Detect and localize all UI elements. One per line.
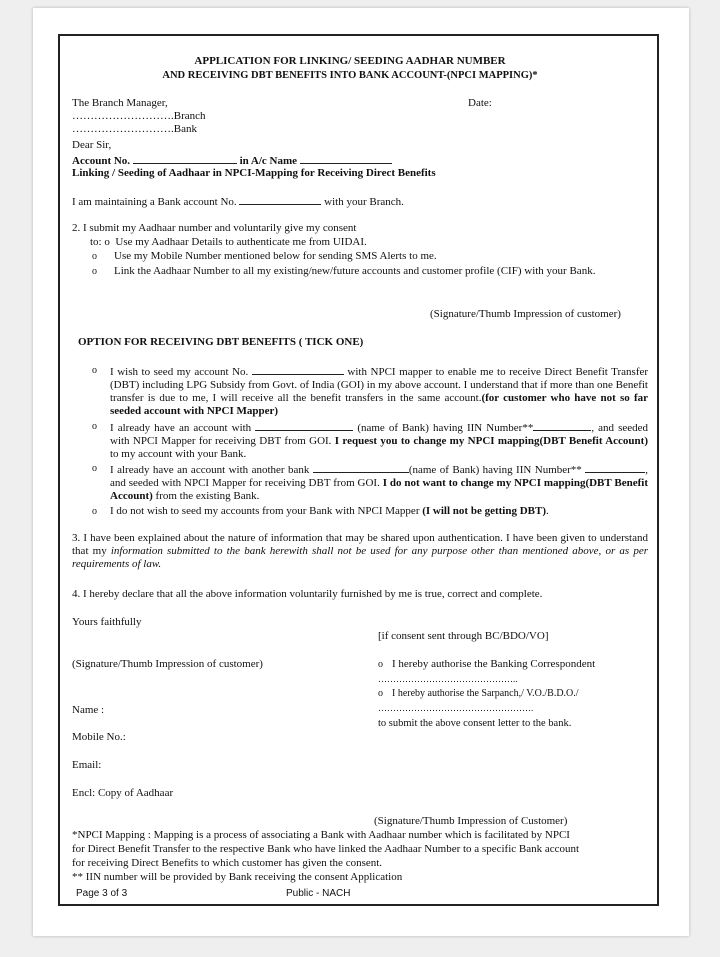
mobile-label: Mobile No.: (72, 731, 126, 743)
title-line-1: APPLICATION FOR LINKING/ SEEDING AADHAR NUMBER (194, 55, 506, 67)
option-title: OPTION FOR RECEIVING DBT BENEFITS ( TICK ONE) (78, 336, 364, 348)
option-3-checkbox[interactable]: o (92, 463, 97, 474)
consent-item-1: to: o Use my Aadhaar Details to authenticate me from UIDAI. (90, 236, 367, 248)
enclosure: Encl: Copy of Aadhaar (72, 787, 174, 799)
name-label: Name : (72, 704, 105, 716)
maintained-account-field[interactable] (239, 194, 321, 205)
bank-name-field[interactable] (255, 420, 353, 431)
account-line: Account No. in A/c Name (72, 153, 392, 168)
option-2-checkbox[interactable]: o (92, 421, 97, 432)
para-2-intro: 2. I submit my Aadhaar number and voluntarily give my consent (72, 222, 357, 234)
bullet-icon: o (92, 266, 97, 277)
para-3: 3. I have been explained about the nature of information that may be shared upon authentication. I have been given to understand that my information submitted to the bank herewith shall not be used for any purpose other than mentioned above, or as per requirements of law. (72, 532, 648, 570)
bullet-icon: o (92, 251, 97, 262)
date-label: Date: (468, 97, 492, 109)
iin-field[interactable] (533, 420, 591, 431)
submit-text: to submit the above consent letter to the bank. (378, 718, 572, 729)
signature-label: (Signature/Thumb Impression of customer) (430, 308, 621, 320)
bc-name-field[interactable]: ……………………………………….. (378, 674, 518, 684)
authorise-sarpanch: I hereby authorise the Sarpanch,/ V.O./B.D.O./ (392, 688, 579, 699)
footnote-2: for Direct Benefit Transfer to the respective Bank who have linked the Aadhaar Number to a specific Bank account (72, 843, 580, 855)
option-1-checkbox[interactable]: o (92, 365, 97, 376)
customer-signature: (Signature/Thumb Impression of customer) (72, 658, 263, 670)
seed-account-field[interactable] (252, 364, 344, 375)
other-bank-field[interactable] (313, 462, 409, 473)
option-2-text: I already have an account with (name of Bank) having IIN Number** , and seeded with NPCI Mapper for receiving DBT from GOI. I request you to change my NPCI mapping(DBT Benefit Account) to my account with your Bank. (110, 422, 649, 460)
option-4-text: I do not wish to seed my accounts from your Bank with NPCI Mapper (I will not be getting DBT). (110, 505, 549, 517)
page-number: Page 3 of 3 (76, 888, 128, 899)
consent-item-3: Link the Aadhaar Number to all my existing/new/future accounts and customer profile (CIF) with your Bank. (114, 265, 596, 277)
footnote-1: *NPCI Mapping : Mapping is a process of associating a Bank with Aadhaar number which is facilitated by NPCI (72, 829, 570, 841)
customer-signature-2: (Signature/Thumb Impression of Customer) (374, 815, 568, 827)
bullet-icon: o (378, 659, 383, 670)
footnote-4: ** IIN number will be provided by Bank receiving the consent Application (72, 871, 403, 883)
option-1-text: I wish to seed my account No. with NPCI mapper to enable me to receive Direct Benefit Transfer (DBT) including LPG Subsidy from Govt. of India (GOI) in my above account. I understand that if more than one Benefit transfer is due to me, I will receive all the benefit transfers in the same account.(for customer who have not so far seeded account with NPCI Mapper) (110, 366, 649, 417)
account-name-field[interactable] (300, 153, 392, 164)
yours-faithfully: Yours faithfully (72, 616, 142, 628)
consent-note: [if consent sent through BC/BDO/VO] (378, 630, 549, 642)
bullet-icon: o (378, 688, 383, 699)
email-label: Email: (72, 759, 102, 771)
bank-line: ……………………….Bank (72, 123, 197, 135)
title-line-2: AND RECEIVING DBT BENEFITS INTO BANK ACCOUNT-(NPCI MAPPING)* (162, 70, 538, 81)
account-no-field[interactable] (133, 153, 237, 164)
para-4: 4. I hereby declare that all the above information voluntarily furnished by me is true, correct and complete. (72, 588, 543, 600)
classification: Public - NACH (286, 888, 351, 899)
iin-field-2[interactable] (585, 462, 645, 473)
branch-manager: The Branch Manager, (72, 97, 168, 109)
salutation: Dear Sir, (72, 139, 112, 151)
branch-line: ……………………….Branch (72, 110, 206, 122)
sarpanch-name-field[interactable]: ……………………………………………. (378, 703, 534, 713)
para-1: I am maintaining a Bank account No. with your Branch. (72, 196, 404, 208)
subject-line: Linking / Seeding of Aadhaar in NPCI-Mapping for Receiving Direct Benefits (72, 167, 436, 179)
consent-item-2: Use my Mobile Number mentioned below for sending SMS Alerts to me. (114, 250, 437, 262)
option-4-checkbox[interactable]: o (92, 506, 97, 517)
option-3-text: I already have an account with another bank (name of Bank) having IIN Number** , and seeded with NPCI Mapper for receiving DBT from GOI. I do not want to change my NPCI mapping(DBT Benefit Account) from the existing Bank. (110, 464, 649, 502)
authorise-bc: I hereby authorise the Banking Correspondent (392, 658, 596, 670)
footnote-3: for receiving Direct Benefits to which customer has given the consent. (72, 857, 383, 869)
